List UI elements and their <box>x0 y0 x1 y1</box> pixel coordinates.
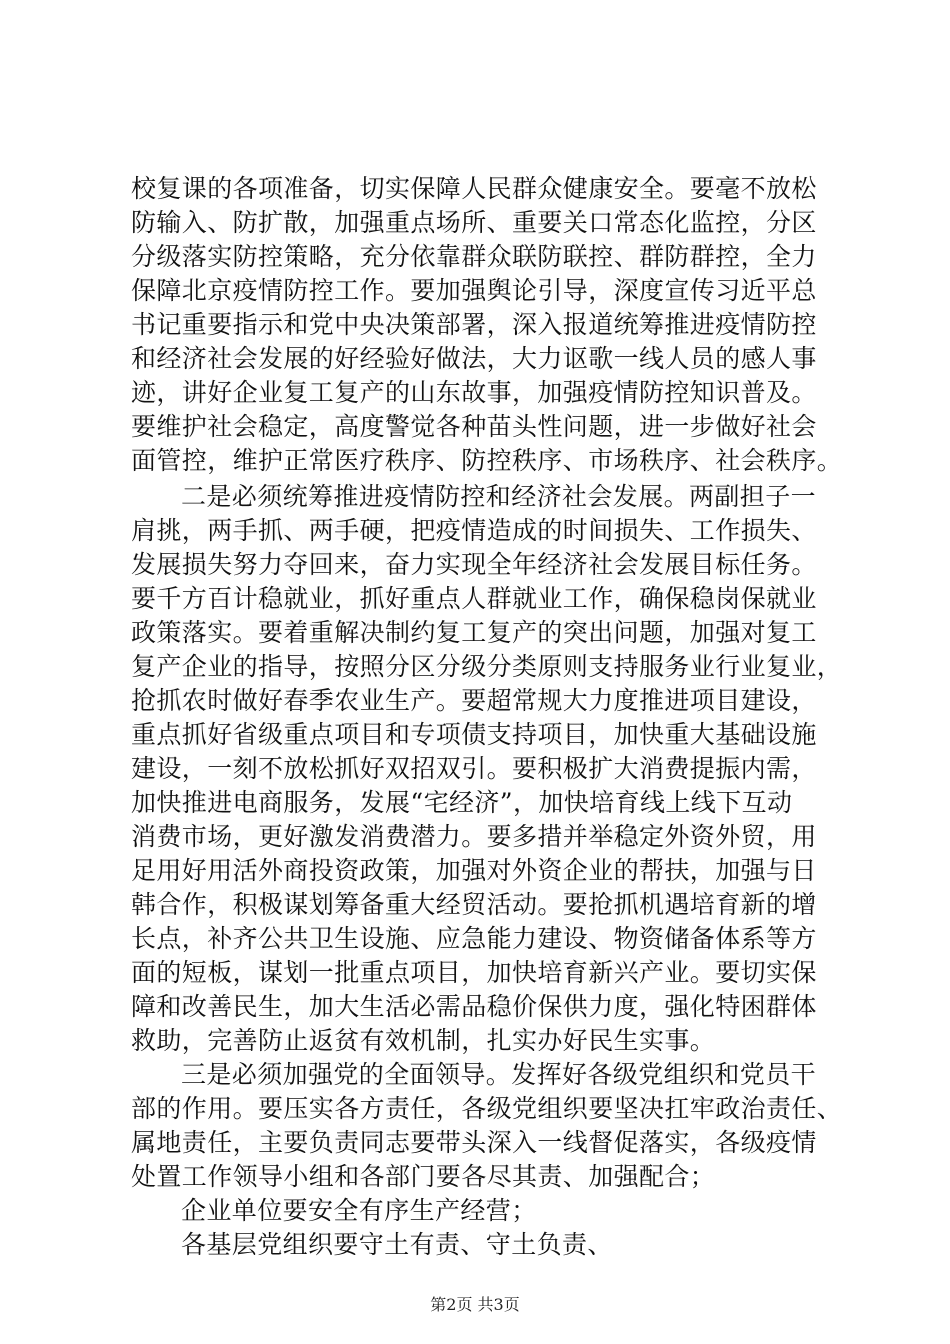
text-line: 属地责任，主要负责同志要带头深入一线督促落实，各级疫情 <box>131 1128 817 1157</box>
text-line: 消费市场，更好激发消费潜力。要多措并举稳定外资外贸，用 <box>131 822 817 851</box>
text-line: 面管控，维护正常医疗秩序、防控秩序、市场秩序、社会秩序。 <box>131 446 843 475</box>
text-line: 复产企业的指导，按照分区分级分类原则支持服务业行业复业， <box>131 652 843 681</box>
text-line: 障和改善民生，加大生活必需品稳价保供力度，强化特困群体 <box>131 992 817 1021</box>
text-line: 校复课的各项准备，切实保障人民群众健康安全。要毫不放松 <box>131 174 817 203</box>
text-line: 政策落实。要着重解决制约复工复产的突出问题，加强对复工 <box>131 618 817 647</box>
text-line: 足用好用活外商投资政策，加强对外资企业的帮扶，加强与日 <box>131 856 817 885</box>
text-line: 要千方百计稳就业，抓好重点人群就业工作，确保稳岗保就业 <box>131 584 817 613</box>
text-line: 长点，补齐公共卫生设施、应急能力建设、物资储备体系等方 <box>131 924 817 953</box>
text-line: 防输入、防扩散，加强重点场所、重要关口常态化监控，分区 <box>131 208 817 237</box>
text-line: 韩合作，积极谋划筹备重大经贸活动。要抢抓机遇培育新的增 <box>131 890 817 919</box>
text-line: 保障北京疫情防控工作。要加强舆论引导，深度宣传习近平总 <box>131 276 817 305</box>
text-line: 处置工作领导小组和各部门要各尽其责、加强配合； <box>131 1162 716 1191</box>
page-number-footer: 第2页 共3页 <box>430 1295 520 1314</box>
text-line: 发展损失努力夺回来，奋力实现全年经济社会发展目标任务。 <box>131 550 817 579</box>
text-line: 分级落实防控策略，充分依靠群众联防联控、群防群控，全力 <box>131 242 817 271</box>
text-line: 加快推进电商服务，发展“宅经济”，加快培育线上线下互动 <box>131 788 793 817</box>
text-line: 建设，一刻不放松抓好双招双引。要积极扩大消费提振内需， <box>131 754 817 783</box>
text-line: 部的作用。要压实各方责任，各级党组织要坚决扛牢政治责任、 <box>131 1094 843 1123</box>
text-line: 和经济社会发展的好经验好做法，大力讴歌一线人员的感人事 <box>131 344 817 373</box>
paragraph-3-first-line: 三是必须加强党的全面领导。发挥好各级党组织和党员干 <box>181 1060 817 1089</box>
text-line: 救助，完善防止返贫有效机制，扎实办好民生实事。 <box>131 1026 716 1055</box>
text-line: 面的短板，谋划一批重点项目，加快培育新兴产业。要切实保 <box>131 958 817 987</box>
text-line: 肩挑，两手抓、两手硬，把疫情造成的时间损失、工作损失、 <box>131 516 817 545</box>
text-line: 抢抓农时做好春季农业生产。要超常规大力度推进项目建设， <box>131 686 817 715</box>
text-line: 各基层党组织要守土有责、守土负责、 <box>181 1230 613 1259</box>
text-line: 重点抓好省级重点项目和专项债支持项目，加快重大基础设施 <box>131 720 817 749</box>
text-line: 迹，讲好企业复工复产的山东故事，加强疫情防控知识普及。 <box>131 378 817 407</box>
paragraph-2-first-line: 二是必须统筹推进疫情防控和经济社会发展。两副担子一 <box>181 482 817 511</box>
text-line: 企业单位要安全有序生产经营； <box>181 1196 537 1225</box>
text-line: 要维护社会稳定，高度警觉各种苗头性问题，进一步做好社会 <box>131 412 817 441</box>
text-line: 书记重要指示和党中央决策部署，深入报道统筹推进疫情防控 <box>131 310 817 339</box>
